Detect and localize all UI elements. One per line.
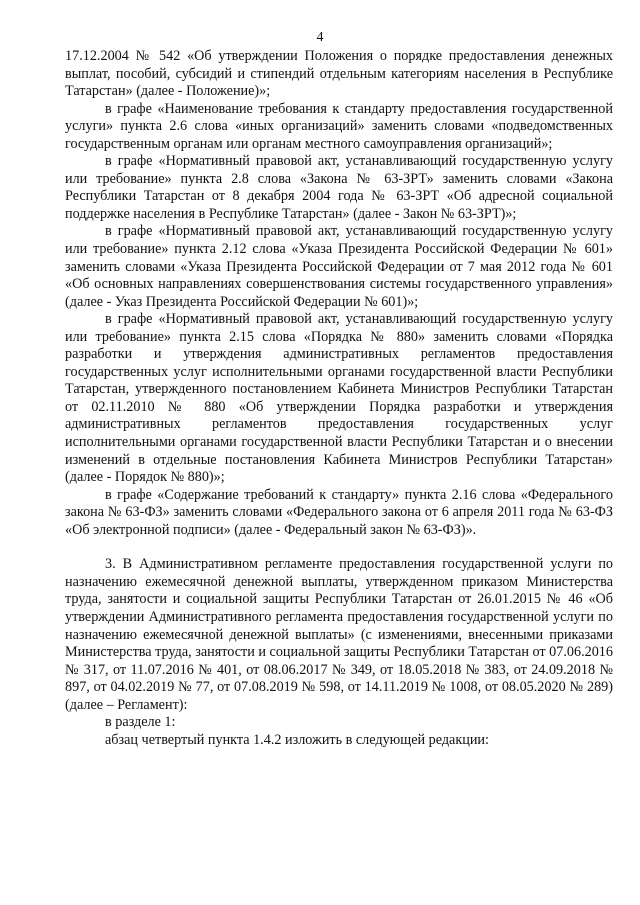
paragraph-item-2-15: в графе «Нормативный правовой акт, устанавливающий государственную услугу или требование» пункта 2.15 слова «Порядка № 880» заменить словами «Порядка разработки и утверждения административных регламентов предоставления государственных услуг исполнительными органами государственной власти Республики Татарстан, утвержденного постановлением Кабинета Министров Республики Татарстан от 02.11.2010 № 880 «Об утверждении Порядка разработки и утверждения административных регламентов предоставления государственных услуг исполнительными органами государственной власти Республики Татарстан и о внесении изменений в отдельные постановления Кабинета Министров Республики Татарстан» (далее - Порядок № 880)»; xyxy=(65,311,613,486)
paragraph-item-2-8: в графе «Нормативный правовой акт, устанавливающий государственную услугу или требование» пункта 2.8 слова «Закона № 63-ЗРТ» заменить словами «Закона Республики Татарстан от 8 декабря 2004 года № 63-ЗРТ «Об адресной социальной поддержке населения в Республике Татарстан» (далее - Закон № 63-ЗРТ)»; xyxy=(65,153,613,222)
paragraph-section-3: 3. В Административном регламенте предоставления государственной услуги по назначению ежемесячной денежной выплаты, утвержденном приказом Министерства труда, занятости и социальной защиты Республики Татарстан от 26.01.2015 № 46 «Об утверждении Административного регламента предоставления государственной услуги по назначению ежемесячной денежной выплаты» (с изменениями, внесенными приказами Министерства труда, занятости и социальной защиты Республики Татарстан от 07.06.2016 № 317, от 11.07.2016 № 401, от 08.06.2017 № 349, от 18.05.2018 № 383, от 24.09.2018 № 897, от 04.02.2019 № 77, от 07.08.2019 № 598, от 14.11.2019 № 1008, от 08.05.2020 № 289) (далее – Регламент): xyxy=(65,556,613,713)
paragraph-item-2-16: в графе «Содержание требований к стандарту» пункта 2.16 слова «Федерального закона № 63-ФЗ» заменить словами «Федерального закона от 6 апреля 2011 года № 63-ФЗ «Об электронной подписи» (далее - Федеральный закон № 63-ФЗ)». xyxy=(65,486,613,538)
paragraph-positions-continuation: 17.12.2004 № 542 «Об утверждении Положения о порядке предоставления денежных выплат, пособий, субсидий и стипендий отдельным категориям населения в Республике Татарстан» (далее - Положение)»; xyxy=(65,48,613,100)
page-number: 4 xyxy=(316,30,324,45)
paragraph-item-2-12: в графе «Нормативный правовой акт, устанавливающий государственную услугу или требование» пункта 2.12 слова «Указа Президента Российской Федерации № 601» заменить словами «Указа Президента Российской Федерации от 7 мая 2012 года № 601 «Об основных направлениях совершенствования системы государственного управления» (далее - Указ Президента Российской Федерации № 601)»; xyxy=(65,223,613,310)
paragraph-section-1: в разделе 1: xyxy=(105,714,176,731)
paragraph-item-1-4-2: абзац четвертый пункта 1.4.2 изложить в следующей редакции: xyxy=(105,731,489,748)
paragraph-spacer xyxy=(65,539,613,556)
document-body xyxy=(65,48,613,749)
paragraph-item-2-6: в графе «Наименование требования к стандарту предоставления государственной услуги» пункта 2.6 слова «иных организаций» заменить словами «подведомственных государственным органам или органам местного самоуправления организаций»; xyxy=(65,100,613,152)
